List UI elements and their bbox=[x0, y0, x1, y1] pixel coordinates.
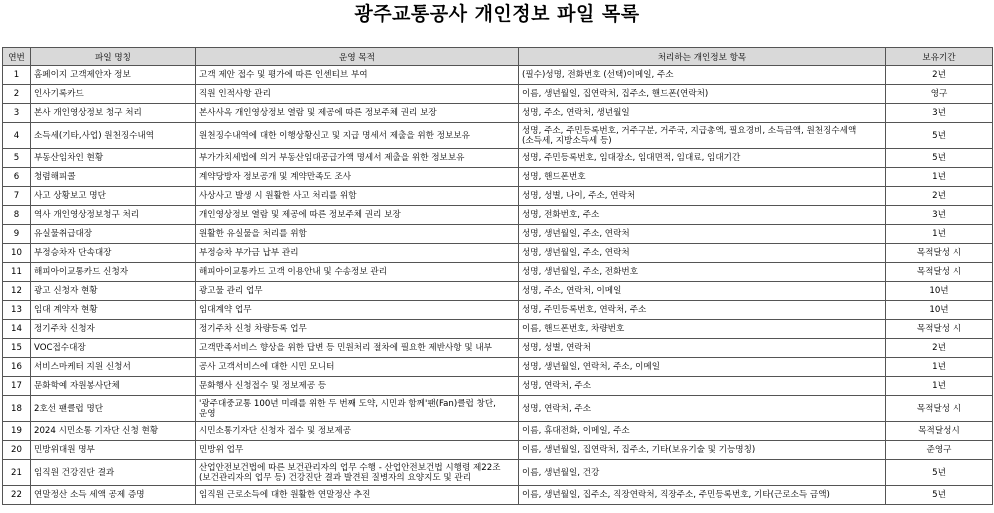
row-purpose: 해피아이교통카드 고객 이용안내 및 수송정보 관리 bbox=[196, 263, 519, 282]
row-file-name: 연말정산 소득 세액 공제 증명 bbox=[31, 486, 196, 505]
row-items: 성명, 주민등록번호, 임대장소, 임대면적, 임대료, 임대기간 bbox=[519, 149, 886, 168]
row-no: 15 bbox=[3, 339, 31, 358]
row-file-name: 2024 시민소통 기자단 신청 현황 bbox=[31, 422, 196, 441]
row-no: 10 bbox=[3, 244, 31, 263]
row-items: 이름, 생년월일, 집연락처, 집주소, 기타(보유기술 및 기능명칭) bbox=[519, 441, 886, 460]
row-period: 2년 bbox=[886, 339, 993, 358]
header-no: 연번 bbox=[3, 48, 31, 66]
row-period: 영구 bbox=[886, 85, 993, 104]
table-row bbox=[3, 396, 993, 422]
row-purpose: 부가가치세법에 의거 부동산임대공급가액 명세서 제출을 위한 정보보유 bbox=[196, 149, 519, 168]
row-items: 성명, 성별, 연락처 bbox=[519, 339, 886, 358]
row-purpose: 본사사옥 개인영상정보 열람 및 제공에 따른 정보주체 권리 보장 bbox=[196, 104, 519, 123]
row-no: 6 bbox=[3, 168, 31, 187]
table-row bbox=[3, 460, 993, 486]
row-period: 5년 bbox=[886, 123, 993, 149]
table-row bbox=[3, 441, 993, 460]
row-no: 17 bbox=[3, 377, 31, 396]
row-file-name: 임직원 건강진단 결과 bbox=[31, 460, 196, 486]
row-no: 3 bbox=[3, 104, 31, 123]
row-purpose: 계약당방자 정보공개 및 계약만족도 조사 bbox=[196, 168, 519, 187]
row-file-name: 부동산임차인 현황 bbox=[31, 149, 196, 168]
row-no: 9 bbox=[3, 225, 31, 244]
row-purpose: 고객 제안 접수 및 평가에 따른 인센티브 부여 bbox=[196, 66, 519, 85]
row-items: 성명, 주소, 연락처, 이메일 bbox=[519, 282, 886, 301]
row-period: 5년 bbox=[886, 486, 993, 505]
row-items: 성명, 핸드폰번호 bbox=[519, 168, 886, 187]
row-purpose: 임대계약 업무 bbox=[196, 301, 519, 320]
row-items: (필수)성명, 전화번호 (선택)이메일, 주소 bbox=[519, 66, 886, 85]
table-row bbox=[3, 377, 993, 396]
row-items: 성명, 주민등록번호, 연락처, 주소 bbox=[519, 301, 886, 320]
row-items: 성명, 생년월일, 주소, 연락처 bbox=[519, 244, 886, 263]
table-row bbox=[3, 320, 993, 339]
row-purpose: 광고물 관리 업무 bbox=[196, 282, 519, 301]
row-purpose: 부정승차 부가금 납부 관리 bbox=[196, 244, 519, 263]
row-purpose: 고객만족서비스 향상을 위한 답변 등 민원처리 절차에 필요한 제반사항 및 내부 bbox=[196, 339, 519, 358]
row-period: 10년 bbox=[886, 282, 993, 301]
row-period: 3년 bbox=[886, 104, 993, 123]
row-items: 성명, 성별, 나이, 주소, 연락처 bbox=[519, 187, 886, 206]
row-purpose: 문화행사 신청접수 및 정보제공 등 bbox=[196, 377, 519, 396]
row-purpose: 공사 고객서비스에 대한 시민 모니터 bbox=[196, 358, 519, 377]
row-period: 5년 bbox=[886, 149, 993, 168]
table-header-row bbox=[3, 48, 993, 66]
table-row bbox=[3, 301, 993, 320]
row-period: 1년 bbox=[886, 168, 993, 187]
row-file-name: 정기주차 신청자 bbox=[31, 320, 196, 339]
row-no: 22 bbox=[3, 486, 31, 505]
row-purpose: 원활한 유실물을 처리를 위함 bbox=[196, 225, 519, 244]
row-file-name: 소득세(기타,사업) 원천징수내역 bbox=[31, 123, 196, 149]
row-no: 1 bbox=[3, 66, 31, 85]
table-row bbox=[3, 225, 993, 244]
row-period: 준영구 bbox=[886, 441, 993, 460]
row-no: 4 bbox=[3, 123, 31, 149]
row-items: 성명, 생년월일, 연락처, 주소, 이메일 bbox=[519, 358, 886, 377]
row-file-name: 사고 상황보고 명단 bbox=[31, 187, 196, 206]
row-period: 5년 bbox=[886, 460, 993, 486]
header-purpose: 운영 목적 bbox=[196, 48, 519, 66]
row-purpose: 직원 인적사항 관리 bbox=[196, 85, 519, 104]
row-period: 목적달성 시 bbox=[886, 320, 993, 339]
table-row bbox=[3, 168, 993, 187]
row-file-name: 부정승차자 단속대장 bbox=[31, 244, 196, 263]
row-no: 14 bbox=[3, 320, 31, 339]
row-items: 이름, 핸드폰번호, 차량번호 bbox=[519, 320, 886, 339]
row-file-name: 청렴해피콜 bbox=[31, 168, 196, 187]
row-purpose: 개인영상정보 열람 및 제공에 따른 정보주체 권리 보장 bbox=[196, 206, 519, 225]
row-file-name: 본사 개인영상정보 청구 처리 bbox=[31, 104, 196, 123]
row-file-name: 유실물취급대장 bbox=[31, 225, 196, 244]
row-items: 성명, 연락처, 주소 bbox=[519, 377, 886, 396]
row-file-name: 광고 신청자 현황 bbox=[31, 282, 196, 301]
row-purpose: 임직원 근로소득에 대한 원활한 연말정산 추진 bbox=[196, 486, 519, 505]
row-period: 1년 bbox=[886, 377, 993, 396]
row-file-name: 문화학예 자원봉사단체 bbox=[31, 377, 196, 396]
row-period: 2년 bbox=[886, 187, 993, 206]
table-row bbox=[3, 85, 993, 104]
table-row bbox=[3, 263, 993, 282]
row-items: 성명, 생년월일, 주소, 전화번호 bbox=[519, 263, 886, 282]
file-list-table bbox=[2, 47, 993, 505]
row-purpose: 원천징수내역에 대한 이행상황신고 및 지급 명세서 제출을 위한 정보보유 bbox=[196, 123, 519, 149]
header-items: 처리하는 개인정보 항목 bbox=[519, 48, 886, 66]
row-file-name: 역사 개인영상정보청구 처리 bbox=[31, 206, 196, 225]
row-no: 8 bbox=[3, 206, 31, 225]
row-no: 13 bbox=[3, 301, 31, 320]
row-items: 이름, 생년월일, 집주소, 직장연락처, 직장주소, 주민등록번호, 기타(근로소득 금액) bbox=[519, 486, 886, 505]
table-row bbox=[3, 486, 993, 505]
row-period: 1년 bbox=[886, 225, 993, 244]
row-items: 성명, 주소, 연락처, 생년월일 bbox=[519, 104, 886, 123]
row-file-name: 인사기록카드 bbox=[31, 85, 196, 104]
table-row bbox=[3, 149, 993, 168]
table-row bbox=[3, 244, 993, 263]
page-title: 광주교통공사 개인정보 파일 목록 bbox=[354, 3, 640, 25]
row-file-name: 홈페이지 고객제안자 정보 bbox=[31, 66, 196, 85]
row-period: 3년 bbox=[886, 206, 993, 225]
row-no: 12 bbox=[3, 282, 31, 301]
row-no: 5 bbox=[3, 149, 31, 168]
row-file-name: VOC접수대장 bbox=[31, 339, 196, 358]
row-file-name: 서비스마케터 지원 신청서 bbox=[31, 358, 196, 377]
row-file-name: 민방위대원 명부 bbox=[31, 441, 196, 460]
row-file-name: 해피아이교통카드 신청자 bbox=[31, 263, 196, 282]
table-row bbox=[3, 206, 993, 225]
row-no: 19 bbox=[3, 422, 31, 441]
row-no: 21 bbox=[3, 460, 31, 486]
row-no: 16 bbox=[3, 358, 31, 377]
row-items: 성명, 전화번호, 주소 bbox=[519, 206, 886, 225]
row-period: 10년 bbox=[886, 301, 993, 320]
row-period: 2년 bbox=[886, 66, 993, 85]
table-row bbox=[3, 187, 993, 206]
row-items: 성명, 연락처, 주소 bbox=[519, 396, 886, 422]
row-no: 20 bbox=[3, 441, 31, 460]
header-period: 보유기간 bbox=[886, 48, 993, 66]
row-no: 11 bbox=[3, 263, 31, 282]
row-items: 이름, 생년월일, 집연락처, 집주소, 핸드폰(연락처) bbox=[519, 85, 886, 104]
table-row bbox=[3, 358, 993, 377]
row-items: 성명, 생년월일, 주소, 연락처 bbox=[519, 225, 886, 244]
row-file-name: 2호선 팬클럽 명단 bbox=[31, 396, 196, 422]
row-period: 목적달성 시 bbox=[886, 244, 993, 263]
row-no: 7 bbox=[3, 187, 31, 206]
table-row bbox=[3, 282, 993, 301]
table-row bbox=[3, 422, 993, 441]
row-period: 목적달성 시 bbox=[886, 396, 993, 422]
row-no: 18 bbox=[3, 396, 31, 422]
row-period: 목적달성시 bbox=[886, 422, 993, 441]
row-items: 성명, 주소, 주민등록번호, 거주구분, 거주국, 지급총액, 필요경비, 소득금액, 원천징수세액(소득세, 지방소득세 등) bbox=[519, 123, 886, 149]
row-period: 1년 bbox=[886, 358, 993, 377]
row-purpose: 산업안전보건법에 따른 보건관리자의 업무 수행 - 산업안전보건법 시행령 제22조(보건관리자의 업무 등) 건강진단 결과 발견된 질병자의 요양지도 및 관리 bbox=[196, 460, 519, 486]
table-row bbox=[3, 339, 993, 358]
row-purpose: 사상사고 발생 시 원활한 사고 처리를 위함 bbox=[196, 187, 519, 206]
table-row bbox=[3, 104, 993, 123]
row-items: 이름, 생년월일, 건강 bbox=[519, 460, 886, 486]
row-file-name: 임대 계약자 현황 bbox=[31, 301, 196, 320]
table-row bbox=[3, 123, 993, 149]
row-purpose: 정기주차 신청 차량등록 업무 bbox=[196, 320, 519, 339]
header-name: 파일 명칭 bbox=[31, 48, 196, 66]
row-purpose: 민방위 업무 bbox=[196, 441, 519, 460]
row-purpose: '광주대중교통 100년 미래를 위한 두 번째 도약, 시민과 함께'팬(Fan)클럽 창단, 운영 bbox=[196, 396, 519, 422]
row-no: 2 bbox=[3, 85, 31, 104]
row-items: 이름, 휴대전화, 이메일, 주소 bbox=[519, 422, 886, 441]
row-purpose: 시민소통기자단 신청자 접수 및 정보제공 bbox=[196, 422, 519, 441]
row-period: 목적달성 시 bbox=[886, 263, 993, 282]
table-row bbox=[3, 66, 993, 85]
